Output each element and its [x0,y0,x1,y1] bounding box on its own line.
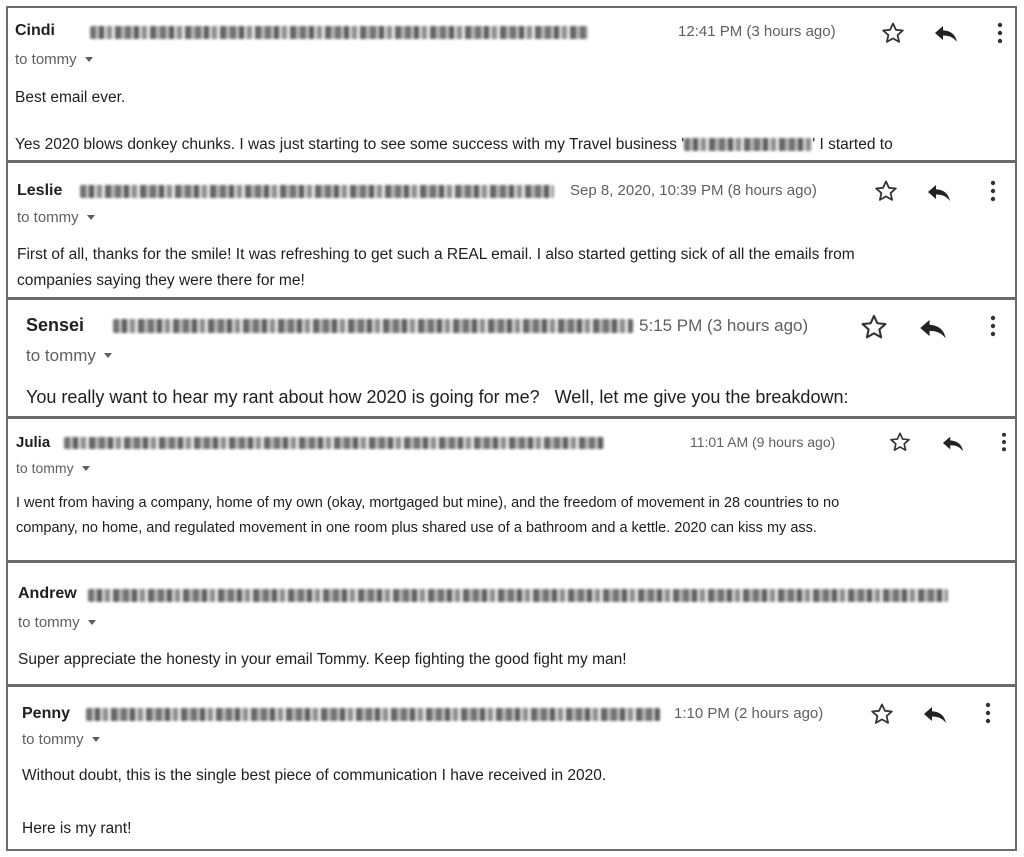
star-icon[interactable] [860,313,888,341]
sender-name[interactable]: Julia [16,434,51,451]
redacted-sender-email [64,437,604,449]
email-body-line: I went from having a company, home of my own (okay, mortgaged but mine), and the freedom of movement in 28 countries to no [16,495,840,511]
email-card [6,161,1017,299]
email-card [6,417,1017,562]
sender-name[interactable]: Sensei [26,315,85,335]
chevron-down-icon [92,737,100,742]
recipient-toggle[interactable] [26,346,112,366]
sender-name[interactable]: Leslie [17,182,63,199]
sender-name[interactable]: Andrew [18,585,77,602]
chevron-down-icon [87,215,95,220]
chevron-down-icon [88,620,96,625]
recipient-label: to tommy [15,51,77,68]
more-vert-icon[interactable] [997,22,1003,44]
chevron-down-icon [104,353,112,358]
recipient-label: to tommy [26,346,96,365]
recipient-toggle[interactable] [15,51,93,68]
email-body-line [15,136,893,154]
email-body-line: Here is my rant! [22,820,132,837]
more-vert-icon[interactable] [990,314,996,338]
email-timestamp: 1:10 PM (2 hours ago) [674,705,824,722]
email-body-line: Without doubt, this is the single best piece of communication I have received in 2020. [22,767,607,784]
sender-name[interactable]: Cindi [15,22,55,39]
recipient-label: to tommy [18,614,80,631]
recipient-label: to tommy [22,731,84,748]
email-body-line: Super appreciate the honesty in your email Tommy. Keep fighting the good fight my man! [18,651,627,668]
recipient-label: to tommy [17,209,79,226]
email-card [6,685,1017,851]
more-vert-icon[interactable] [1001,432,1007,452]
star-icon[interactable] [870,702,894,726]
recipient-toggle[interactable] [22,731,100,748]
email-body-line: company, no home, and regulated movement in one room plus shared use of a bathroom and a kettle. 2020 can kiss my ass. [16,520,817,536]
email-body-line: companies saying they were there for me! [17,272,305,289]
more-vert-icon[interactable] [990,180,996,202]
star-icon[interactable] [874,179,898,203]
reply-icon[interactable] [941,432,965,454]
recipient-toggle[interactable] [16,460,90,476]
email-body-text: ' I started to [812,136,893,153]
redacted-sender-email [86,708,660,721]
star-icon[interactable] [889,431,911,453]
redacted-sender-email [80,185,554,198]
reply-icon[interactable] [933,21,959,45]
email-body-line: You really want to hear my rant about how 2020 is going for me? Well, let me give you the breakdown: [26,387,849,407]
more-vert-icon[interactable] [985,702,991,724]
reply-icon[interactable] [926,180,952,204]
sender-name[interactable]: Penny [22,705,71,722]
reply-icon[interactable] [922,702,948,726]
star-icon[interactable] [881,21,905,45]
chevron-down-icon [85,57,93,62]
email-body-line: First of all, thanks for the smile! It was refreshing to get such a REAL email. I also started getting sick of all the emails from [17,246,855,263]
email-card [6,298,1017,418]
redacted-sender-email [90,26,588,39]
recipient-label: to tommy [16,460,74,476]
email-card [6,6,1017,162]
redacted-business-name [684,138,812,151]
recipient-toggle[interactable] [18,614,96,631]
email-timestamp: Sep 8, 2020, 10:39 PM (8 hours ago) [570,182,817,199]
reply-icon[interactable] [918,314,948,342]
redacted-sender-email [113,319,633,333]
email-timestamp: 12:41 PM (3 hours ago) [678,23,836,40]
redacted-sender-email [88,589,948,602]
recipient-toggle[interactable] [17,209,95,226]
chevron-down-icon [82,466,90,471]
email-card [6,561,1017,686]
email-body-line: Best email ever. [15,89,126,106]
email-timestamp: 5:15 PM (3 hours ago) [639,316,809,335]
email-timestamp: 11:01 AM (9 hours ago) [690,434,836,450]
email-body-text: Yes 2020 blows donkey chunks. I was just starting to see some success with my Travel business ' [15,136,685,153]
